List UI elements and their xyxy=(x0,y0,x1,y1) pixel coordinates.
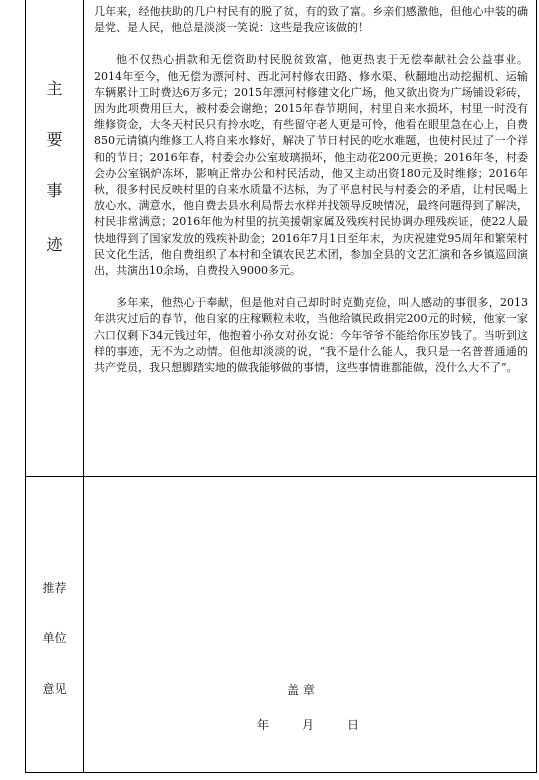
seal-label: 盖 章 xyxy=(287,683,315,697)
paragraph: 多年来，他热心于奉献，但是他对自己却时时克勤克俭，叫人感动的事很多，2013年洪灾过后的春节，他自家的庄稼颗粒未收，当他给镇民政捐完200元的时候，他家一家六口仅剩下34元钱过年，他抱着小孙女对孙女说：今年爷爷不能给你压岁钱了。当听到这样的事迹，无不为之动情。但他却淡淡的说，“我不是什么能人，我只是一名普普通通的共产党员，我只想脚踏实地的做我能够做的事情，这些事情谁都能做，没什么大不了”。 xyxy=(94,296,528,375)
recommend-line: 推荐 xyxy=(42,581,67,595)
form-table xyxy=(25,0,537,773)
label-char: 要 xyxy=(46,130,63,149)
label-char: 事 xyxy=(46,181,63,200)
column-divider xyxy=(83,0,84,772)
recommend-line: 单位 xyxy=(42,631,67,645)
row-divider xyxy=(26,476,536,477)
paragraph: 他不仅热心捐款和无偿资助村民脱贫致富，他更热衷于无偿奉献社会公益事业。2014年至今，他无偿为漂河村、西北河村修农田路、修水渠、秋翻地出动挖掘机、运输车辆累计工时费达6万多元；2015年漂河村修建文化广场，他又欲出资为广场铺设彩砖，因为此项费用巨大，被村委会谢绝；2015年春节期间，村里自来水损坏，村里一时没有维修资金，大冬天村民只有拎水吃，有些留守老人更是可怜，他看在眼里急在心上，自费850元请镇内维修工人将自来水修好，解决了节日村民的吃水难题，也使村民过了一个祥和的节日；2016年春，村委会办公室玻璃损坏，他主动花200元更换；2016年冬，村委会办公室锅炉冻坏，影响正常办公和村民活动，他又主动出资180元及时维修；2016年秋，很多村民反映村里的自来水质量不达标，为了平息村民与村委会的矛盾，让村民喝上放心水、满意水，他自费去县水利局帮去水样并找领导反映情况，最终问题得到了解决，村民非常满意；2016年他为村里的抗美援朝家属及残疾村民协调办理残疾证，使22人最快地得到了国家发放的残疾补助金；2016年7月1日至年末，为庆祝建党95周年和繁荣村民文化生活，他自费组织了本村和全镇农民艺术团，参加全县的文艺汇演和各乡镇巡回演出，共演出10余场，自费投入9000多元。 xyxy=(94,53,528,278)
label-char: 迹 xyxy=(46,235,63,254)
recommend-line: 意见 xyxy=(42,682,67,696)
date-month: 月 xyxy=(302,718,315,732)
date-year: 年 xyxy=(257,718,270,732)
date-day: 日 xyxy=(347,718,360,732)
main-deeds-text xyxy=(94,4,528,392)
label-char: 主 xyxy=(46,79,63,98)
paragraph: 几年来，经他扶助的几户村民有的脱了贫，有的致了富。乡亲们感激他，但他心中装的确是党、是人民，他总是淡淡一笑说：这些是我应该做的！ xyxy=(94,5,528,35)
